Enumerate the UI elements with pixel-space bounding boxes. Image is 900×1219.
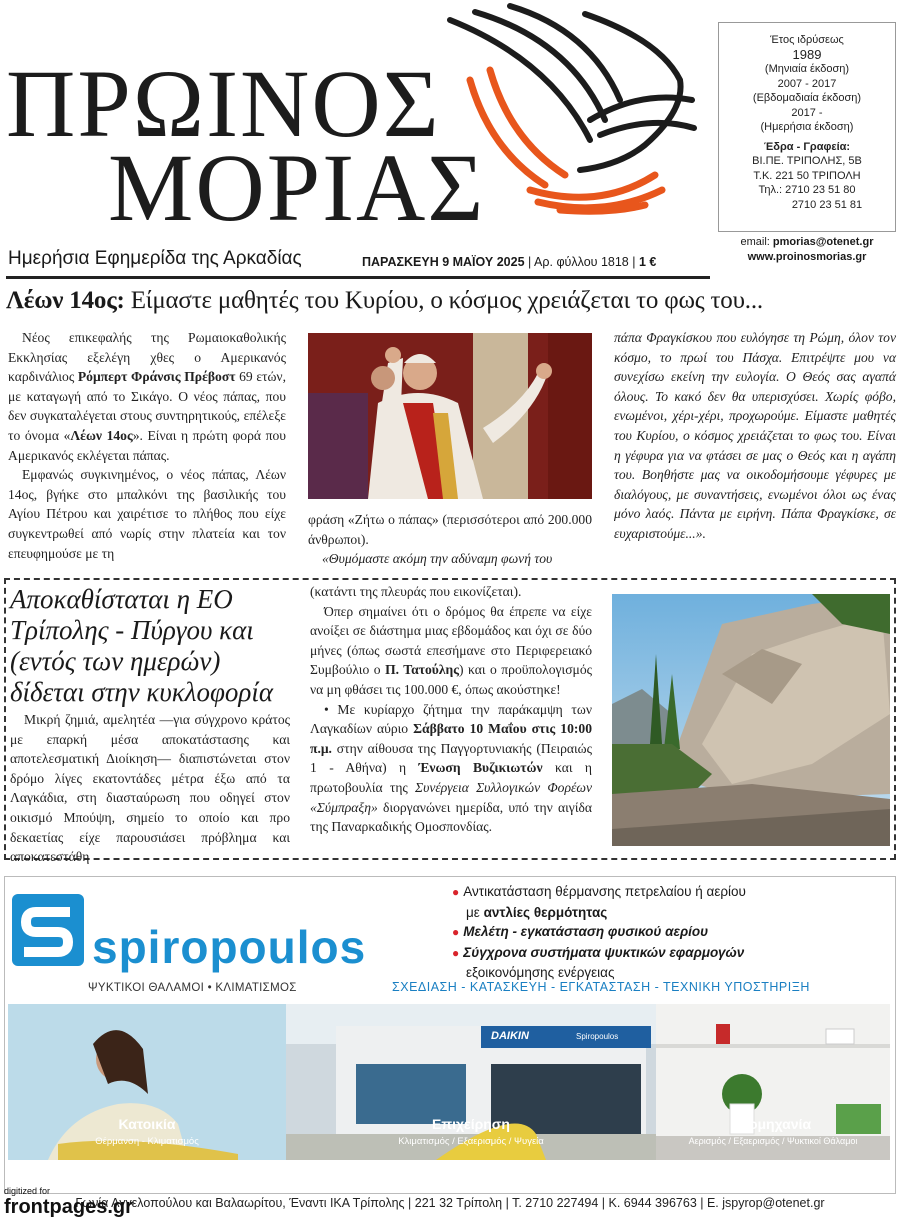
ad-service-text: Αντικατάσταση θέρμανσης πετρελαίου ή αερίου bbox=[463, 884, 746, 899]
ad-service-text: με bbox=[466, 904, 484, 920]
ad-service-gas-text: Μελέτη - εγκατάσταση φυσικού αερίου bbox=[463, 924, 709, 939]
ad-service-heatpump-bold: αντλίες θερμότητας bbox=[483, 904, 608, 920]
edition-daily: (Ημερήσια έκδοση) bbox=[760, 121, 854, 133]
road-story-initiative: Συνέργεια Συλλογικών Φορέων «Σύμπραξη» bbox=[310, 779, 592, 815]
ad-service-heatpump: ● Αντικατάσταση θέρμανσης πετρελαίου ή αερίου bbox=[452, 884, 746, 899]
edition-monthly: (Μηνιαία έκδοση) bbox=[764, 63, 850, 75]
address-line2: Τ.Κ. 221 50 ΤΡΙΠΟΛΗ bbox=[753, 169, 861, 182]
lead-column-1 bbox=[8, 328, 286, 568]
road-story-column-1 bbox=[10, 710, 290, 865]
phone-2: 2710 23 51 81 bbox=[791, 198, 863, 211]
ad-service-refrigeration-text: Σύγχρονα συστήματα ψυκτικών εφαρμογών bbox=[463, 944, 745, 960]
ad-panel-industry bbox=[656, 1004, 890, 1160]
ad-tagline: ΨΥΚΤΙΚΟΙ ΘΑΛΑΜΟΙ • ΚΛΙΜΑΤΙΣΜΟΣ bbox=[88, 982, 297, 994]
ad-panel-business bbox=[286, 1004, 656, 1160]
road-story-text: και η πρωτοβουλία της bbox=[310, 760, 593, 795]
founded-year: 1989 bbox=[792, 46, 822, 62]
issue-date: ΠΑΡΑΣΚΕΥΗ 9 ΜΑΪΟΥ 2025 bbox=[362, 255, 525, 269]
road-story-text: στην αίθουσα της Παγγορτυνιακής (Πειραιώς 1 - Αθήνα) η bbox=[310, 740, 592, 776]
ad-panel-home bbox=[8, 1004, 286, 1160]
ad-services-list bbox=[452, 882, 892, 983]
lead-headline-text: Είμαστε μαθητές του Κυρίου, ο κόσμος χρειάζεται το φως του... bbox=[130, 287, 763, 314]
lead-headline-kicker: Λέων 14ος: bbox=[6, 287, 125, 314]
lead-text: 69 ετών, με καταγωγή από το Σικάγο. Ο νέος πάπας, που δεν συγκαταλέγεται στους συντηρητικούς, επέλεξε το όνομα « bbox=[8, 369, 286, 443]
road-damage-photo bbox=[612, 594, 890, 846]
spiropoulos-logo-icon bbox=[8, 890, 88, 970]
lead-headline bbox=[6, 287, 763, 315]
masthead-title-line2: ΜΟΡΙΑΣ bbox=[108, 134, 486, 241]
address-line1: ΒΙ.ΠΕ. ΤΡΙΠΟΛΗΣ, 5Β bbox=[752, 155, 862, 167]
road-story-event-date: Σάββατο 10 Μαΐου στις 10:00 π.μ. bbox=[310, 721, 592, 756]
hq-label: Έδρα - Γραφεία: bbox=[763, 140, 851, 153]
ad-footer-contact: Γωνία Αγγελοπούλου και Βαλαωρίτου, Έναντι ΙΚΑ Τρίπολης | 221 32 Τρίπολη | Τ. 2710 227494 | Κ. 6944 396763 | Ε. jspyrop@otenet.gr bbox=[75, 1196, 825, 1210]
ad-sign-spiropoulos: Spiropoulos bbox=[576, 1032, 619, 1041]
watermark-line2: frontpages.gr bbox=[4, 1196, 133, 1218]
road-story-text: διοργανώνει ημερίδα, υπό την αιγίδα της Παναρκαδικής Ομοσπονδίας. bbox=[310, 799, 592, 835]
ad-panel-industry-title: Βιομηχανία bbox=[734, 1116, 812, 1132]
phone-1: Τηλ.: 2710 23 51 80 bbox=[758, 184, 856, 196]
lead-quote-intro: φράση «Ζήτω ο πάπας» (περισσότεροι από 200.000 άνθρωποι). bbox=[308, 512, 592, 547]
website-link[interactable]: www.proinosmorias.gr bbox=[747, 251, 867, 263]
masthead-subtitle: Ημερήσια Εφημερίδα της Αρκαδίας bbox=[8, 248, 302, 269]
road-story-continued: (κατάντι της πλευράς που εικονίζεται). bbox=[310, 584, 522, 599]
ad-brand-name: spiropoulos bbox=[92, 921, 367, 973]
lead-column-3 bbox=[614, 328, 896, 572]
ad-sign-daikin: DAIKIN bbox=[491, 1030, 529, 1042]
lead-column-2 bbox=[308, 510, 592, 572]
ad-panel-home-title: Κατοικία bbox=[118, 1116, 176, 1132]
masthead-dateline: ΠΑΡΑΣΚΕΥΗ 9 ΜΑΪΟΥ 2025 | Αρ. φύλλου 1818 | 1 € bbox=[362, 255, 657, 269]
lead-name-bold: Ρόμπερτ Φράνσις Πρέβοστ bbox=[77, 369, 236, 385]
masthead-title-line1: ΠΡΩΙΝΟΣ bbox=[6, 50, 441, 157]
road-story-paragraph: Μικρή ζημιά, αμελητέα —για σύγχρονο κράτος με επαρκή μέσα αποκατάστασης και αποτελεσματική Διοίκηση— διαπιστώνεται στον δρόμο λίγες εκατοντάδες μέτρα έξω από τα Λαγκάδια, στη διασταύρωση που οδηγεί στον οικισμό Μπούψη, σημείο το οποίο και προ δεκαετίας είχε παρουσιάσει πρόβλημα και αποκατεστάθη bbox=[10, 712, 290, 865]
lead-quote-body: πάπα Φραγκίσκου που ευλόγησε τη Ρώμη, όλον τον κόσμο, το πρωί του Πάσχα. Επιτρέψτε μου να συνεχίσω εκείνη την ευλογία. Ο Θεός σας αγαπά όλους. Το κακό δεν θα υπερισχύσει. Χωρίς φόβο, ενωμένοι, χέρι-χέρι, προχωρούμε. Είμαστε μαθητές του Κυρίου, ο κόσμος χρειάζεται το φως του. Είναι η γέφυρα για να φτάσει σε μας ο Θεός και η αγάπη του. Βοηθήστε μας να οικοδομήσουμε γέφυρες με διαλόγους, με συναντήσεις, ενωμένοι όλοι ως ένας μόνο λαός. Πάντα με ειρήνη. Πάπα Φραγκίσκε, σε ευχαριστούμε...». bbox=[614, 330, 896, 541]
lead-text: Νέος επικεφαλής της Ρωμαιοκαθολικής Εκκλησίας εξελέγη χθες ο Αμερικανός καρδινάλιος bbox=[8, 330, 286, 385]
ad-services-bar: ΣΧΕΔΙΑΣΗ - ΚΑΤΑΣΚΕΥΗ - ΕΓΚΑΤΑΣΤΑΣΗ - ΤΕΧΝΙΚΗ ΥΠΟΣΤΗΡΙΞΗ bbox=[392, 980, 810, 994]
ad-panel-business-subtitle: Κλιματισμός / Εξαερισμός / Ψυγεία bbox=[398, 1136, 544, 1147]
edition-years-daily: 2017 - bbox=[791, 106, 823, 119]
road-story-column-2 bbox=[310, 582, 592, 856]
founded-label: Έτος ιδρύσεως bbox=[770, 34, 844, 46]
road-story-text: Όπερ σημαίνει ότι ο δρόμος θα έπρεπε να είχε ανοίξει σε διάστημα μιας εβδομάδος και όχι σε δύο μήνες (όπως σωστά επεσήμανε στο Περιφερειακό Συμβούλιο ο bbox=[310, 603, 592, 678]
road-story-headline: Αποκαθίσταται η ΕΟ Τρίπολης - Πύργου και (εντός των ημερών) δίδεται στην κυκλοφορία bbox=[10, 584, 274, 707]
masthead-rule bbox=[6, 276, 710, 279]
pope-photo bbox=[308, 333, 592, 499]
road-story-text: • Με κυρίαρχο ζήτημα την παράκαμψη των Λαγκαδίων αύριο bbox=[310, 701, 592, 737]
lead-quote-start: «Θυμόμαστε ακόμη την αδύναμη φωνή του bbox=[322, 551, 553, 567]
lead-text: ». Είναι η πρώτη φορά που Αμερικανός εκλέγεται πάπας. bbox=[8, 427, 286, 463]
issue-price: 1 € bbox=[638, 255, 657, 269]
ad-service-refrigeration: ● Σύγχρονα συστήματα ψυκτικών εφαρμογών bbox=[452, 944, 745, 960]
ad-panel-industry-subtitle: Αερισμός / Εξαερισμός / Ψυκτικοί Θάλαμοι bbox=[688, 1136, 858, 1146]
issue-number: Αρ. φύλλου 1818 bbox=[534, 255, 629, 269]
watermark-line1: digitized for bbox=[4, 1186, 51, 1196]
email-label: email: bbox=[740, 236, 770, 248]
publication-info-box bbox=[718, 22, 896, 232]
watermark bbox=[4, 1186, 133, 1218]
lead-paragraph-2: Εμφανώς συγκινημένος, ο νέος πάπας, Λέων 14ος, βγήκε στο μπαλκόνι της βασιλικής του Αγίου Πέτρου και χαιρέτισε το πλήθος που είχε συγκεντρωθεί από νωρίς στην πλατεία και τον επευφημούσε με τη bbox=[8, 467, 286, 561]
ad-service-energy: εξοικονόμησης ενέργειας bbox=[466, 965, 615, 980]
email-link[interactable]: pmorias@otenet.gr bbox=[772, 236, 874, 248]
ad-service-gas: ● Μελέτη - εγκατάσταση φυσικού αερίου bbox=[452, 924, 709, 939]
edition-weekly: (Εβδομαδιαία έκδοση) bbox=[752, 92, 862, 104]
lead-pope-name: Λέων 14ος bbox=[70, 427, 133, 443]
road-story-text: ) και ο προϋπολογισμός να μη φθάσει τις 100.000 €, όπως ακούστηκε! bbox=[310, 662, 592, 697]
edition-years-weekly: 2007 - 2017 bbox=[777, 77, 837, 90]
ad-panel-business-title: Επιχείρηση bbox=[432, 1116, 510, 1132]
road-story-person: Π. Τατούλης bbox=[385, 662, 459, 678]
contact-block bbox=[718, 235, 896, 265]
road-story-organizer: Ένωση Βυζικιωτών bbox=[418, 760, 543, 776]
ad-panel-home-subtitle: Θέρμανση - Κλιματισμός bbox=[95, 1136, 199, 1147]
dove-logo bbox=[430, 0, 700, 215]
